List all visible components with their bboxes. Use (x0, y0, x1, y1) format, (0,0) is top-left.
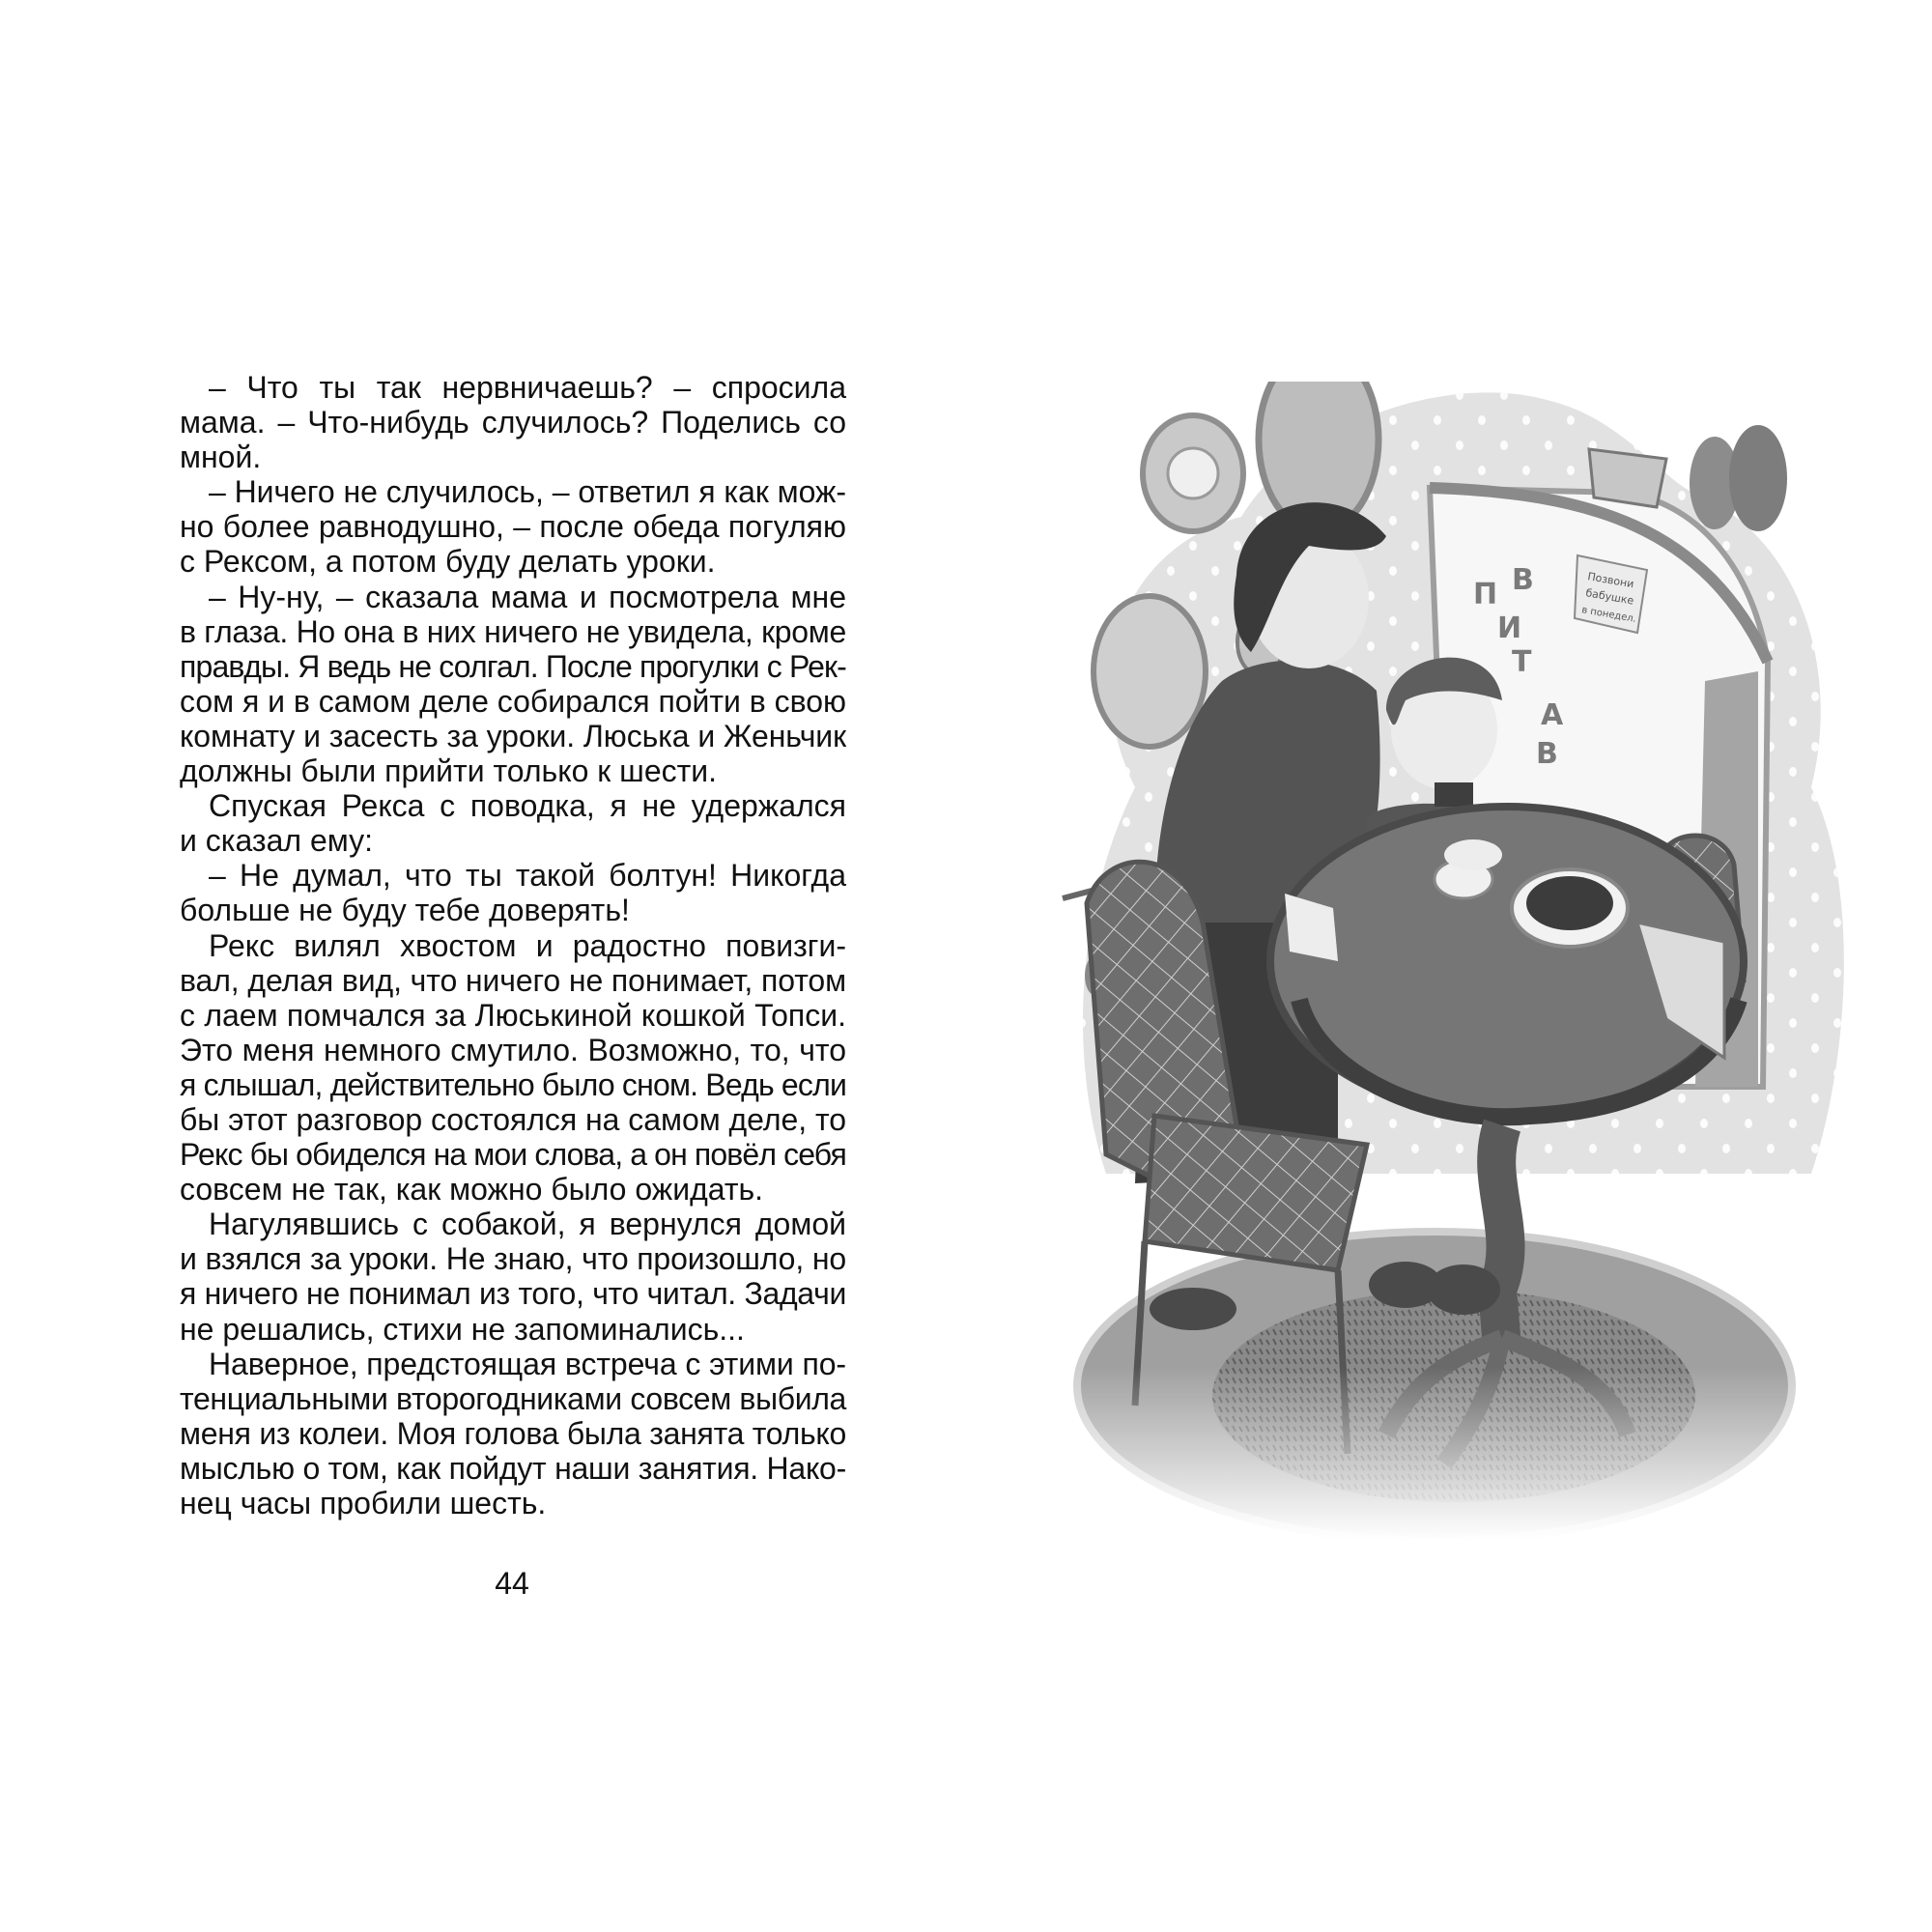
text-line: с лаем помчался за Люськиной кошкой Топси. (180, 997, 846, 1033)
text-line: мама. – Что-нибудь случилось? Поделись со (180, 405, 846, 440)
text-line: тенциальными второгодниками совсем выбила (180, 1380, 847, 1416)
text-line: – Ничего не случилось, – ответил я как мож- (209, 474, 847, 510)
text-line: – Ну-ну, – сказала мама и посмотрела мне (209, 579, 846, 614)
text-line: в глаза. Но она в них ничего не увидела, кроме (180, 613, 847, 649)
text-line: я слышал, действительно было сном. Ведь если (180, 1066, 847, 1102)
text-line: с Рексом, а потом буду делать уроки. (180, 544, 716, 580)
text-line: больше не буду тебе доверять! (180, 893, 630, 928)
page-number: 44 (495, 1566, 529, 1601)
text-line: нец часы пробили шесть. (180, 1486, 547, 1520)
text-line: Рекс бы обиделся на мои слова, а он повёл себя (180, 1137, 847, 1173)
text-line: вал, делая вид, что ничего не понимает, потом (180, 962, 847, 998)
text-line: бы этот разговор состоялся на самом деле, то (180, 1101, 847, 1137)
text-line: Спуская Рекса с поводка, я не удержался (209, 788, 846, 824)
text-line: мной. (180, 440, 262, 475)
text-line: – Что ты так нервничаешь? – спросила (209, 370, 846, 405)
body-text (180, 370, 846, 1520)
text-line: мыслью о том, как пойдут наши занятия. Нако- (180, 1450, 847, 1486)
text-line: и взялся за уроки. Не знаю, что произошло, но (180, 1241, 847, 1277)
text-line: меня из колеи. Моя голова была занята только (180, 1415, 847, 1451)
text-line: совсем не так, как можно было ожидать. (180, 1172, 764, 1208)
text-line: Нагулявшись с собакой, я вернулся домой (209, 1207, 846, 1242)
text-line: должны были прийти только к шести. (180, 753, 718, 789)
text-line: и сказал ему: (180, 823, 373, 859)
text-line: Рекс вилял хвостом и радостно повизги- (209, 927, 846, 963)
text-line: Наверное, предстоящая встреча с этими по- (209, 1346, 847, 1381)
text-line: комнату и засесть за уроки. Люська и Женьчик (180, 718, 847, 753)
text-line: Это меня немного смутило. Возможно, то, что (180, 1032, 846, 1067)
kitchen-illustration (1048, 382, 1869, 1541)
text-line: не решались, стихи не запоминались... (180, 1311, 745, 1347)
text-line: я ничего не понимал из того, что читал. Задачи (180, 1276, 847, 1312)
text-line: но более равнодушно, – после обеда погуляю (180, 509, 846, 545)
text-line: правды. Я ведь не солгал. После прогулки с Рек- (180, 648, 847, 684)
text-line: сом я и в самом деле собирался пойти в свою (180, 683, 847, 719)
text-line: – Не думал, что ты такой болтун! Никогда (209, 858, 846, 894)
